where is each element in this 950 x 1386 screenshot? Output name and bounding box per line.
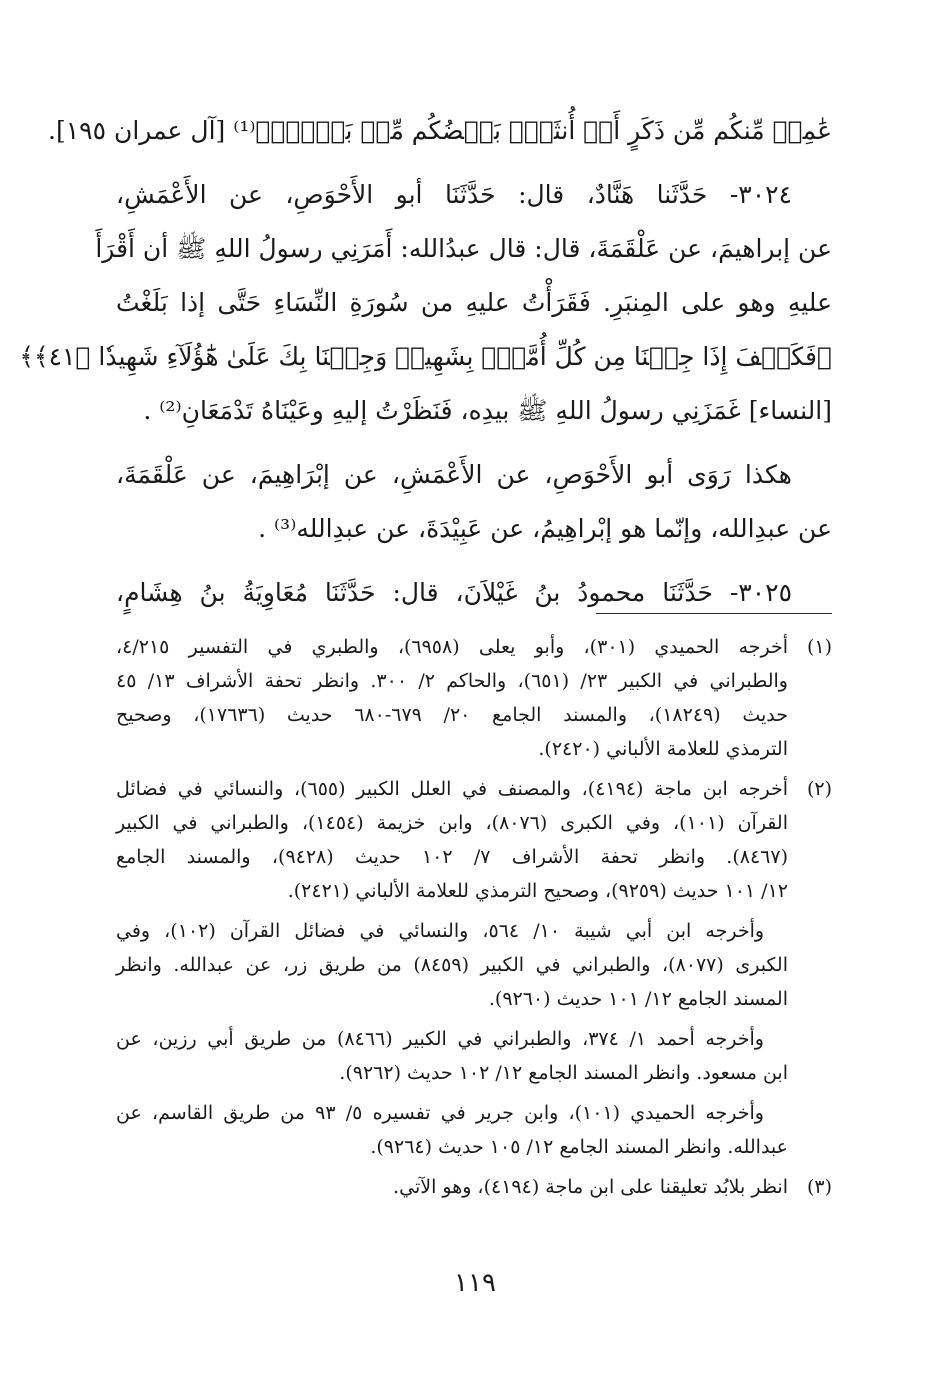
- footnote-2-para-3-line: عبدالله. وانظر المسند الجامع ١٢/ ١٠٥ حديث (٩٢٦٤).: [370, 1136, 788, 1158]
- footnote-2-number: (٢): [806, 778, 832, 800]
- footnotes: [116, 630, 832, 1204]
- commentary-line: هكذا رَوَى أبو الأَحْوَصِ، عن الأَعْمَشِ، عن إبْرَاهِيمَ، عن عَلْقَمَةَ،: [116, 460, 792, 489]
- footnote-1-text: أخرجه الحميدي (٣٠١)، وأبو يعلى (٦٩٥٨)، والطبري في التفسير ٤/٢١٥،: [116, 636, 789, 658]
- footnote-1-line: حديث (١٨٢٤٩)، والمسند الجامع ٢٠/ ٦٧٩-٦٨٠ حديث (١٧٦٣٦)، وصحيح: [116, 704, 788, 726]
- footnote-2-para-2-line: وأخرجه أحمد ١/ ٣٧٤، والطبراني في الكبير (٨٤٦٦) من طريق أبي رزين، عن: [116, 1028, 764, 1050]
- quran-verse-line: ﴿فَكَيۡفَ إِذَا جِئۡنَا مِن كُلِّ أُمَّةِۭ بِشَهِيدٖ وَجِئۡنَا بِكَ عَلَىٰ هَٰٓؤُلَآءِ شَهِيدٗا ﴿٤١﴾﴾: [19, 342, 832, 371]
- footnote-1-line: الترمذي للعلامة الألباني (٢٤٢٠).: [538, 738, 788, 760]
- footnote-3-number: (٣): [806, 1176, 832, 1198]
- hadith-3025-line: ٣٠٢٥- حَدَّثَنَا محمودُ بنُ غَيْلاَنَ، قال: حَدَّثَنَا مُعَاوِيَةُ بنُ هِشَامٍ،: [116, 578, 792, 607]
- footnote-2-para-1-line: المسند الجامع ١٢/ ١٠١ حديث (٩٢٦٠).: [488, 988, 788, 1010]
- footnote-1-line: والطبراني في الكبير ٢٣/ (٦٥١)، والحاكم ٢/ ٣٠٠. وانظر تحفة الأشراف ١٣/ ٤٥: [116, 670, 788, 692]
- page-number: ١١٩: [454, 1268, 496, 1298]
- footnote-2-para-1-line: الكبرى (٨٠٧٧)، والطبراني في الكبير (٨٤٥٩) من طريق زر، عن عبدالله. وانظر: [116, 954, 788, 976]
- footnote-2-line: [116, 772, 832, 806]
- hadith-3024-line: عن إبراهيمَ، عن عَلْقَمَةَ، قال: قال عبدُالله: أَمَرَنِي رسولُ اللهِ ﷺ أن أَقْرَأَ: [95, 234, 832, 263]
- hadith-3024-line: [النساء] غَمَزَنِي رسولُ اللهِ ﷺ بيدِه، فَنَظَرْتُ إليهِ وعَيْنَاهُ تَدْمَعَانِ⁽²⁾ .: [143, 396, 832, 425]
- quran-verse-line: عَٰمِلٖ مِّنكُم مِّن ذَكَرٍ أَوۡ أُنثَىٰۖ بَعۡضُكُم مِّنۢ بَعۡضٖۖ﴾⁽¹⁾ [آل عمران ١٩٥].: [48, 116, 832, 145]
- footnote-2-line: (٨٤٦٧). وانظر تحفة الأشراف ٧/ ١٠٢ حديث (٩٤٢٨)، والمسند الجامع: [116, 846, 789, 868]
- footnote-2-text: أخرجه ابن ماجة (٤١٩٤)، والمصنف في العلل الكبير (٦٥٥)، والنسائي في فضائل: [116, 778, 788, 800]
- main-text: [19, 104, 832, 620]
- hadith-3024-line: عليهِ وهو على المِنبَرِ. فَقَرَأْتُ عليهِ من سُورَةِ النِّسَاءِ حَتَّى إذا بَلَغْتُ: [116, 288, 832, 317]
- footnote-1-number: (١): [806, 636, 832, 658]
- footnote-divider: [596, 613, 832, 614]
- hadith-3024-line: ٣٠٢٤- حَدَّثَنا هَنَّادٌ، قال: حَدَّثَنَا أبو الأَحْوَصِ، عن الأَعْمَشِ،: [116, 180, 792, 209]
- footnote-1-line: [116, 630, 832, 664]
- commentary-line: عن عبدِالله، وإنّما هو إبْراهِيمُ، عن عَبِيْدَةَ، عن عبدِالله⁽³⁾ .: [258, 514, 832, 543]
- footnote-3-line: [116, 1170, 832, 1204]
- footnote-2-para-3-line: وأخرجه الحميدي (١٠١)، وابن جرير في تفسيره ٥/ ٩٣ من طريق القاسم، عن: [116, 1102, 764, 1124]
- footnote-2-para-2-line: ابن مسعود. وانظر المسند الجامع ١٢/ ١٠٢ حديث (٩٢٦٢).: [339, 1062, 788, 1084]
- footnote-2-para-1-line: وأخرجه ابن أبي شيبة ١٠/ ٥٦٤، والنسائي في فضائل القرآن (١٠٢)، وفي: [116, 920, 765, 942]
- footnote-2-line: القرآن (١٠١)، وفي الكبرى (٨٠٧٦)، وابن خزيمة (١٤٥٤)، والطبراني في الكبير: [116, 812, 788, 834]
- footnote-2-line: ١٢/ ١٠١ حديث (٩٢٥٩)، وصحيح الترمذي للعلامة الألباني (٢٤٢١).: [287, 880, 788, 902]
- footnote-3-text: انظر بلابُد تعليقنا على ابن ماجة (٤١٩٤)، وهو الآتي.: [393, 1176, 788, 1198]
